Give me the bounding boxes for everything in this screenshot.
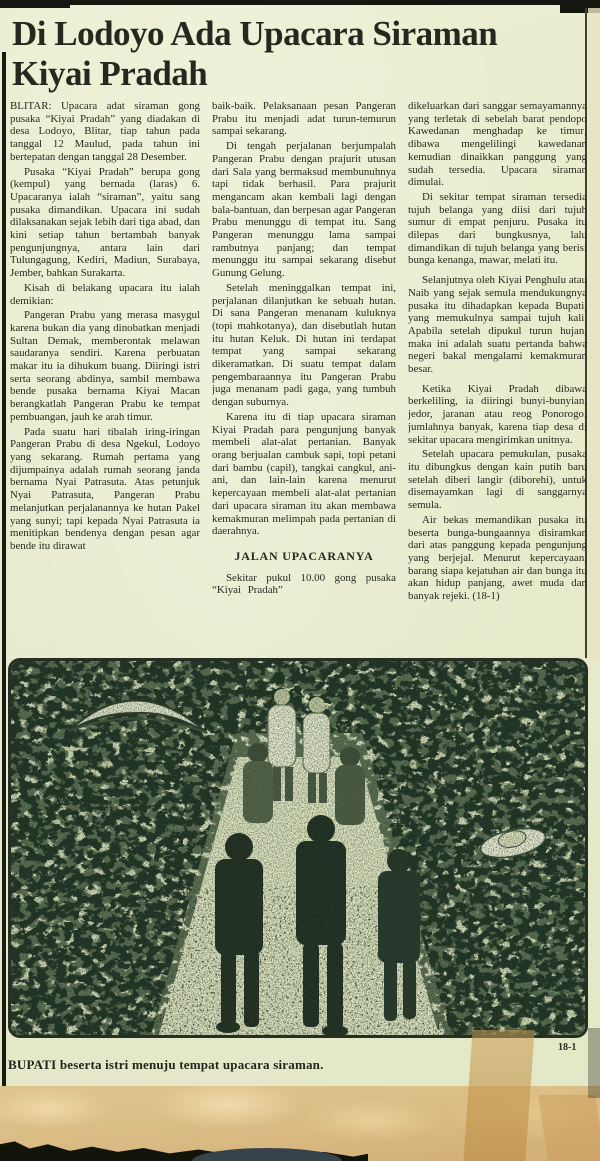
paragraph: Kisah di belakang upacara itu ialah demikian: bbox=[10, 281, 200, 307]
paragraph: BLITAR: Upacara adat siraman gong pusaka “Kiyai Pradah” yang diadakan di desa Lodoyo, Blitar, tiap tahun pada tanggal 12 Maulud, pada tahun ini bertepatan dengan tanggal 28 Desember. bbox=[10, 100, 200, 163]
tape-strip-corner bbox=[538, 1095, 600, 1161]
column-1 bbox=[10, 100, 200, 652]
paragraph: Karena itu di tiap upacara siraman Kiyai Pradah para pengunjung banyak membeli alat-alat pertanian. Banyak orang berjualan cambuk sapi, topi petani dari bambu (capil), tangkai cangkul, ani-ani, dan lain-lain karena menurut kepercayaan membeli alat-alat pertanian dari upacara siraman itu akan membawa kemakmuran melimpah pada pertanian di daerahnya. bbox=[212, 410, 396, 538]
column-3 bbox=[408, 100, 587, 652]
column-2 bbox=[212, 100, 396, 652]
paragraph: Sekitar pukul 10.00 gong pusaka “Kiyai Pradah” bbox=[212, 571, 396, 597]
paragraph: Pusaka “Kiyai Pradah” berupa gong (kempul) yang bernada (laras) 6. Upacaranya ialah “siraman”, yaitu sang pusaka dimandikan. Upacara ini sudah dilaksanakan sejak lebih dari tiga abad, dan kini setiap tahun bertambah banyak pengunjungnya, antara lain dari Tulungagung, Kediri, Madiun, Surabaya, Jember, bahkan Surakarta. bbox=[10, 165, 200, 280]
scan-shadow-right bbox=[588, 1028, 600, 1098]
paragraph: Setelah meninggalkan tempat ini, perjalanan dilanjutkan ke sebuah hutan. Di sana Pangeran menanam kuluknya (topi mahkotanya), dan disebutlah hutan itu hutan Keluk. Di hutan ini terdapat tempat yang sampai sekarang dikeramatkan. Di suatu tempat dalam pengembaraannya itu Pangeran Prabu juga menanam padi gaga, yang tumbuh dengan suburnya. bbox=[212, 281, 396, 409]
photo-grain bbox=[11, 661, 585, 1035]
top-border-rule-left bbox=[0, 0, 70, 8]
article-headline: Di Lodoyo Ada Upacara Siraman Kiyai Pradah bbox=[12, 14, 498, 93]
paragraph: Di tengah perjalanan berjumpalah Pangeran Prabu dengan prajurit utusan dari Sala yang bermaksud membunuhnya tapi tidak berhasil. Para prajurit mengancam akan kembali lagi dengan bala-bantuan, dan berpesan agar Pangeran Prabu menunggu di tempat itu. Sang Pangeran menunggu lama sampai rambutnya panjang; dan tempat menunggu itu sampai sekarang disebut Gunung Gelung. bbox=[212, 140, 396, 280]
article-body bbox=[10, 100, 587, 652]
tape-strip bbox=[463, 1030, 534, 1161]
article-photo bbox=[8, 658, 588, 1038]
section-heading: JALAN UPACARANYA bbox=[234, 548, 374, 563]
paragraph: Pangeran Prabu yang merasa masygul karena bukan dia yang dinobatkan menjadi Sultan Demak, memberontak melawan saudaranya sendiri. Karena perbuatan makar itu ia dihukum buang. Diiringi istri serta seorang abdinya, sambil membawa bende pusaka bernama Kiyai Macan berangkatlah Pangeran Prabu ke tempat pembuangan, jauh ke arah timur. bbox=[10, 309, 200, 423]
crowd-procession-photo bbox=[11, 661, 585, 1035]
paragraph: dikeluarkan dari sanggar semayamannya yang terletak di sebelah barat pendopo Kawedanan menghadap ke timur; dibawa mengelilingi kawedanan kemudian dinaikkan panggung yang sudah tersedia. Upacara siraman dimulai. bbox=[408, 100, 587, 189]
paragraph: Di sekitar tempat siraman tersedia tujuh belanga yang diisi dari tujuh sumur di empat penjuru. Pusaka itu dilepas dari bungkusnya, lalu dimandikan di tujuh belanga yang berisi bunga kenanga, mawar, melati itu. bbox=[408, 190, 587, 267]
paragraph: Pada suatu hari tibalah iring-iringan Pangeran Prabu di desa Ngekul, Lodoyo yang sekarang. Rumah pertama yang dijumpainya adalah rumah seorang janda bernama Nyai Patrasuta. Atas petunjuk Nyai Patrasuta, Pangeran Prabu melanjutkan perjalanannya ke hutan Pakel yang sunyi; tapi kepada Nyai Patrasuta ia menitipkan bendenya dengan pesan agar bende itu dirawat bbox=[10, 425, 200, 552]
paragraph: Setelah upacara pemukulan, pusaka itu dibungkus dengan kain putih baru setelah diberi langir (diborehi), untuk disemayamkan lagi di sanggarnya semula. bbox=[408, 448, 587, 512]
left-border-rule bbox=[2, 52, 6, 1100]
paragraph: Selanjutnya oleh Kiyai Penghulu atau Naib yang sejak semula mendukungnya pusaka itu dihadapkan kepada Bupati, yang memukulnya sampai tujuh kali. Apabila setelah dipukul turun hujan, maka ini adalah suatu pertanda bahwa negeri bakal mengalami kemakmuran besar. bbox=[408, 274, 587, 376]
paragraph: Air bekas memandikan pusaka itu beserta bunga-bungaannya disiramkan dari atas panggung kepada pengunjung yang berjejal. Menurut kepercayaan, barang siapa kejatuhan air dan bunga itu akan hidup panjang, awet muda dan banyak rejeki. (18-1) bbox=[408, 513, 587, 603]
photo-credit: 18-1 bbox=[558, 1042, 577, 1053]
right-margin-strip bbox=[588, 8, 600, 658]
photo-caption: BUPATI beserta istri menuju tempat upacara siraman. bbox=[8, 1057, 324, 1072]
paragraph: Ketika Kiyai Pradah dibawa berkeliling, ia diiringi bunyi-bunyian, jedor, jaranan atau reog Ponorogo; jumlahnya banyak, karena tiap desa di sekitar upacara mengirimkan unitnya. bbox=[408, 382, 587, 446]
paragraph: baik-baik. Pelaksanaan pesan Pangeran Prabu itu menjadi adat turun-temurun sampai sekarang. bbox=[212, 100, 396, 138]
top-border-rule bbox=[0, 0, 600, 5]
